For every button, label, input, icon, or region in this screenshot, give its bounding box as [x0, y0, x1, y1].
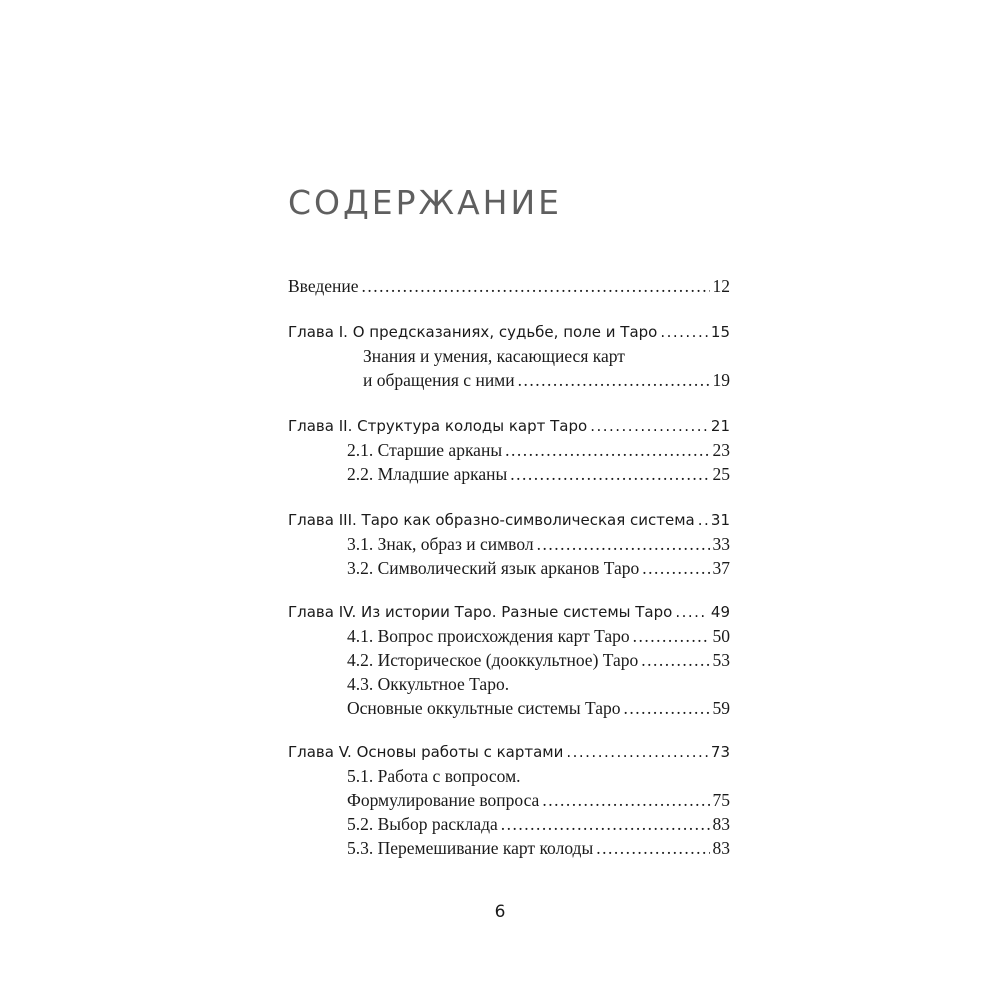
toc-entry-page: 59: [712, 698, 730, 718]
toc-entry-title: Формулирование вопроса: [347, 790, 540, 810]
toc-entry-title: 3.1. Знак, образ и символ: [347, 534, 534, 554]
toc-entry-title: 5.2. Выбор расклада: [347, 814, 498, 834]
dot-leader: [362, 274, 710, 298]
dot-leader: [542, 788, 709, 812]
toc-entry-chapter-3[interactable]: [288, 508, 730, 532]
toc-entry-title: 5.3. Перемешивание карт колоды: [347, 838, 594, 858]
toc-entry-subline[interactable]: [347, 672, 509, 696]
toc-entry-section[interactable]: [363, 368, 730, 392]
toc-entry-page: 23: [712, 440, 730, 460]
toc-entry-page: 21: [710, 417, 730, 435]
toc-entry-section[interactable]: [347, 648, 730, 672]
toc-entry-title: Глава III. Таро как образно-символическая система: [288, 511, 695, 529]
toc-entry-title: 5.1. Работа с вопросом.: [347, 766, 521, 786]
toc-entry-page: 73: [710, 743, 730, 761]
toc-entry-page: 25: [712, 464, 730, 484]
toc-entry-section[interactable]: [347, 462, 730, 486]
dot-leader: [675, 600, 708, 624]
dot-leader: [537, 532, 710, 556]
toc-entry-chapter-4[interactable]: [288, 600, 730, 624]
toc-entry-chapter-1[interactable]: [288, 320, 730, 344]
toc-entry-page: 75: [712, 790, 730, 810]
dot-leader: [641, 648, 709, 672]
dot-leader: [505, 438, 709, 462]
toc-entry-title: Глава I. О предсказаниях, судьбе, поле и Таро: [288, 323, 658, 341]
toc-entry-title: Глава IV. Из истории Таро. Разные системы Таро: [288, 603, 673, 621]
toc-entry-title: 4.2. Историческое (дооккультное) Таро: [347, 650, 639, 670]
toc-entry-page: 31: [710, 511, 730, 529]
toc-entry-title: 4.3. Оккультное Таро.: [347, 674, 510, 694]
toc-entry-section[interactable]: [347, 788, 730, 812]
toc-entry-subline[interactable]: [363, 344, 625, 368]
toc-entry-page: 53: [712, 650, 730, 670]
toc-entry-chapter-5[interactable]: [288, 740, 730, 764]
toc-entry-page: 83: [712, 838, 730, 858]
toc-entry-introduction[interactable]: [288, 274, 730, 298]
toc-entry-section[interactable]: [347, 836, 730, 860]
toc-entry-page: 50: [712, 626, 730, 646]
toc-entry-title: 2.1. Старшие арканы: [347, 440, 503, 460]
toc-entry-title: 4.1. Вопрос происхождения карт Таро: [347, 626, 630, 646]
toc-entry-section[interactable]: [347, 438, 730, 462]
toc-entry-title: и обращения с ними: [363, 370, 515, 390]
dot-leader: [501, 812, 710, 836]
dot-leader: [698, 508, 708, 532]
toc-entry-page: 33: [712, 534, 730, 554]
toc-entry-page: 37: [712, 558, 730, 578]
toc-entry-section[interactable]: [347, 556, 730, 580]
page-number: 6: [494, 902, 506, 922]
dot-leader: [660, 320, 708, 344]
page-title: СОДЕРЖАНИЕ: [288, 183, 563, 222]
dot-leader: [510, 462, 709, 486]
toc-entry-subline[interactable]: [347, 764, 521, 788]
toc-entry-title: Глава V. Основы работы с картами: [288, 743, 564, 761]
dot-leader: [518, 368, 710, 392]
toc-entry-page: 15: [710, 323, 730, 341]
toc-entry-page: 19: [712, 370, 730, 390]
toc-entry-section[interactable]: [347, 696, 730, 720]
toc-entry-title: 3.2. Символический язык арканов Таро: [347, 558, 640, 578]
toc-entry-title: Глава II. Структура колоды карт Таро: [288, 417, 588, 435]
dot-leader: [596, 836, 709, 860]
dot-leader: [590, 414, 708, 438]
toc-entry-title: Знания и умения, касающиеся карт: [363, 346, 625, 366]
dot-leader: [566, 740, 708, 764]
toc-entry-page: 83: [712, 814, 730, 834]
toc-entry-section[interactable]: [347, 624, 730, 648]
dot-leader: [624, 696, 710, 720]
toc-entry-section[interactable]: [347, 812, 730, 836]
dot-leader: [633, 624, 710, 648]
toc-entry-page: 12: [712, 276, 730, 296]
toc-entry-chapter-2[interactable]: [288, 414, 730, 438]
toc-entry-title: 2.2. Младшие арканы: [347, 464, 508, 484]
toc-entry-title: Введение: [288, 276, 359, 296]
dot-leader: [642, 556, 709, 580]
toc-entry-title: Основные оккультные системы Таро: [347, 698, 621, 718]
toc-entry-page: 49: [710, 603, 730, 621]
toc-entry-section[interactable]: [347, 532, 730, 556]
